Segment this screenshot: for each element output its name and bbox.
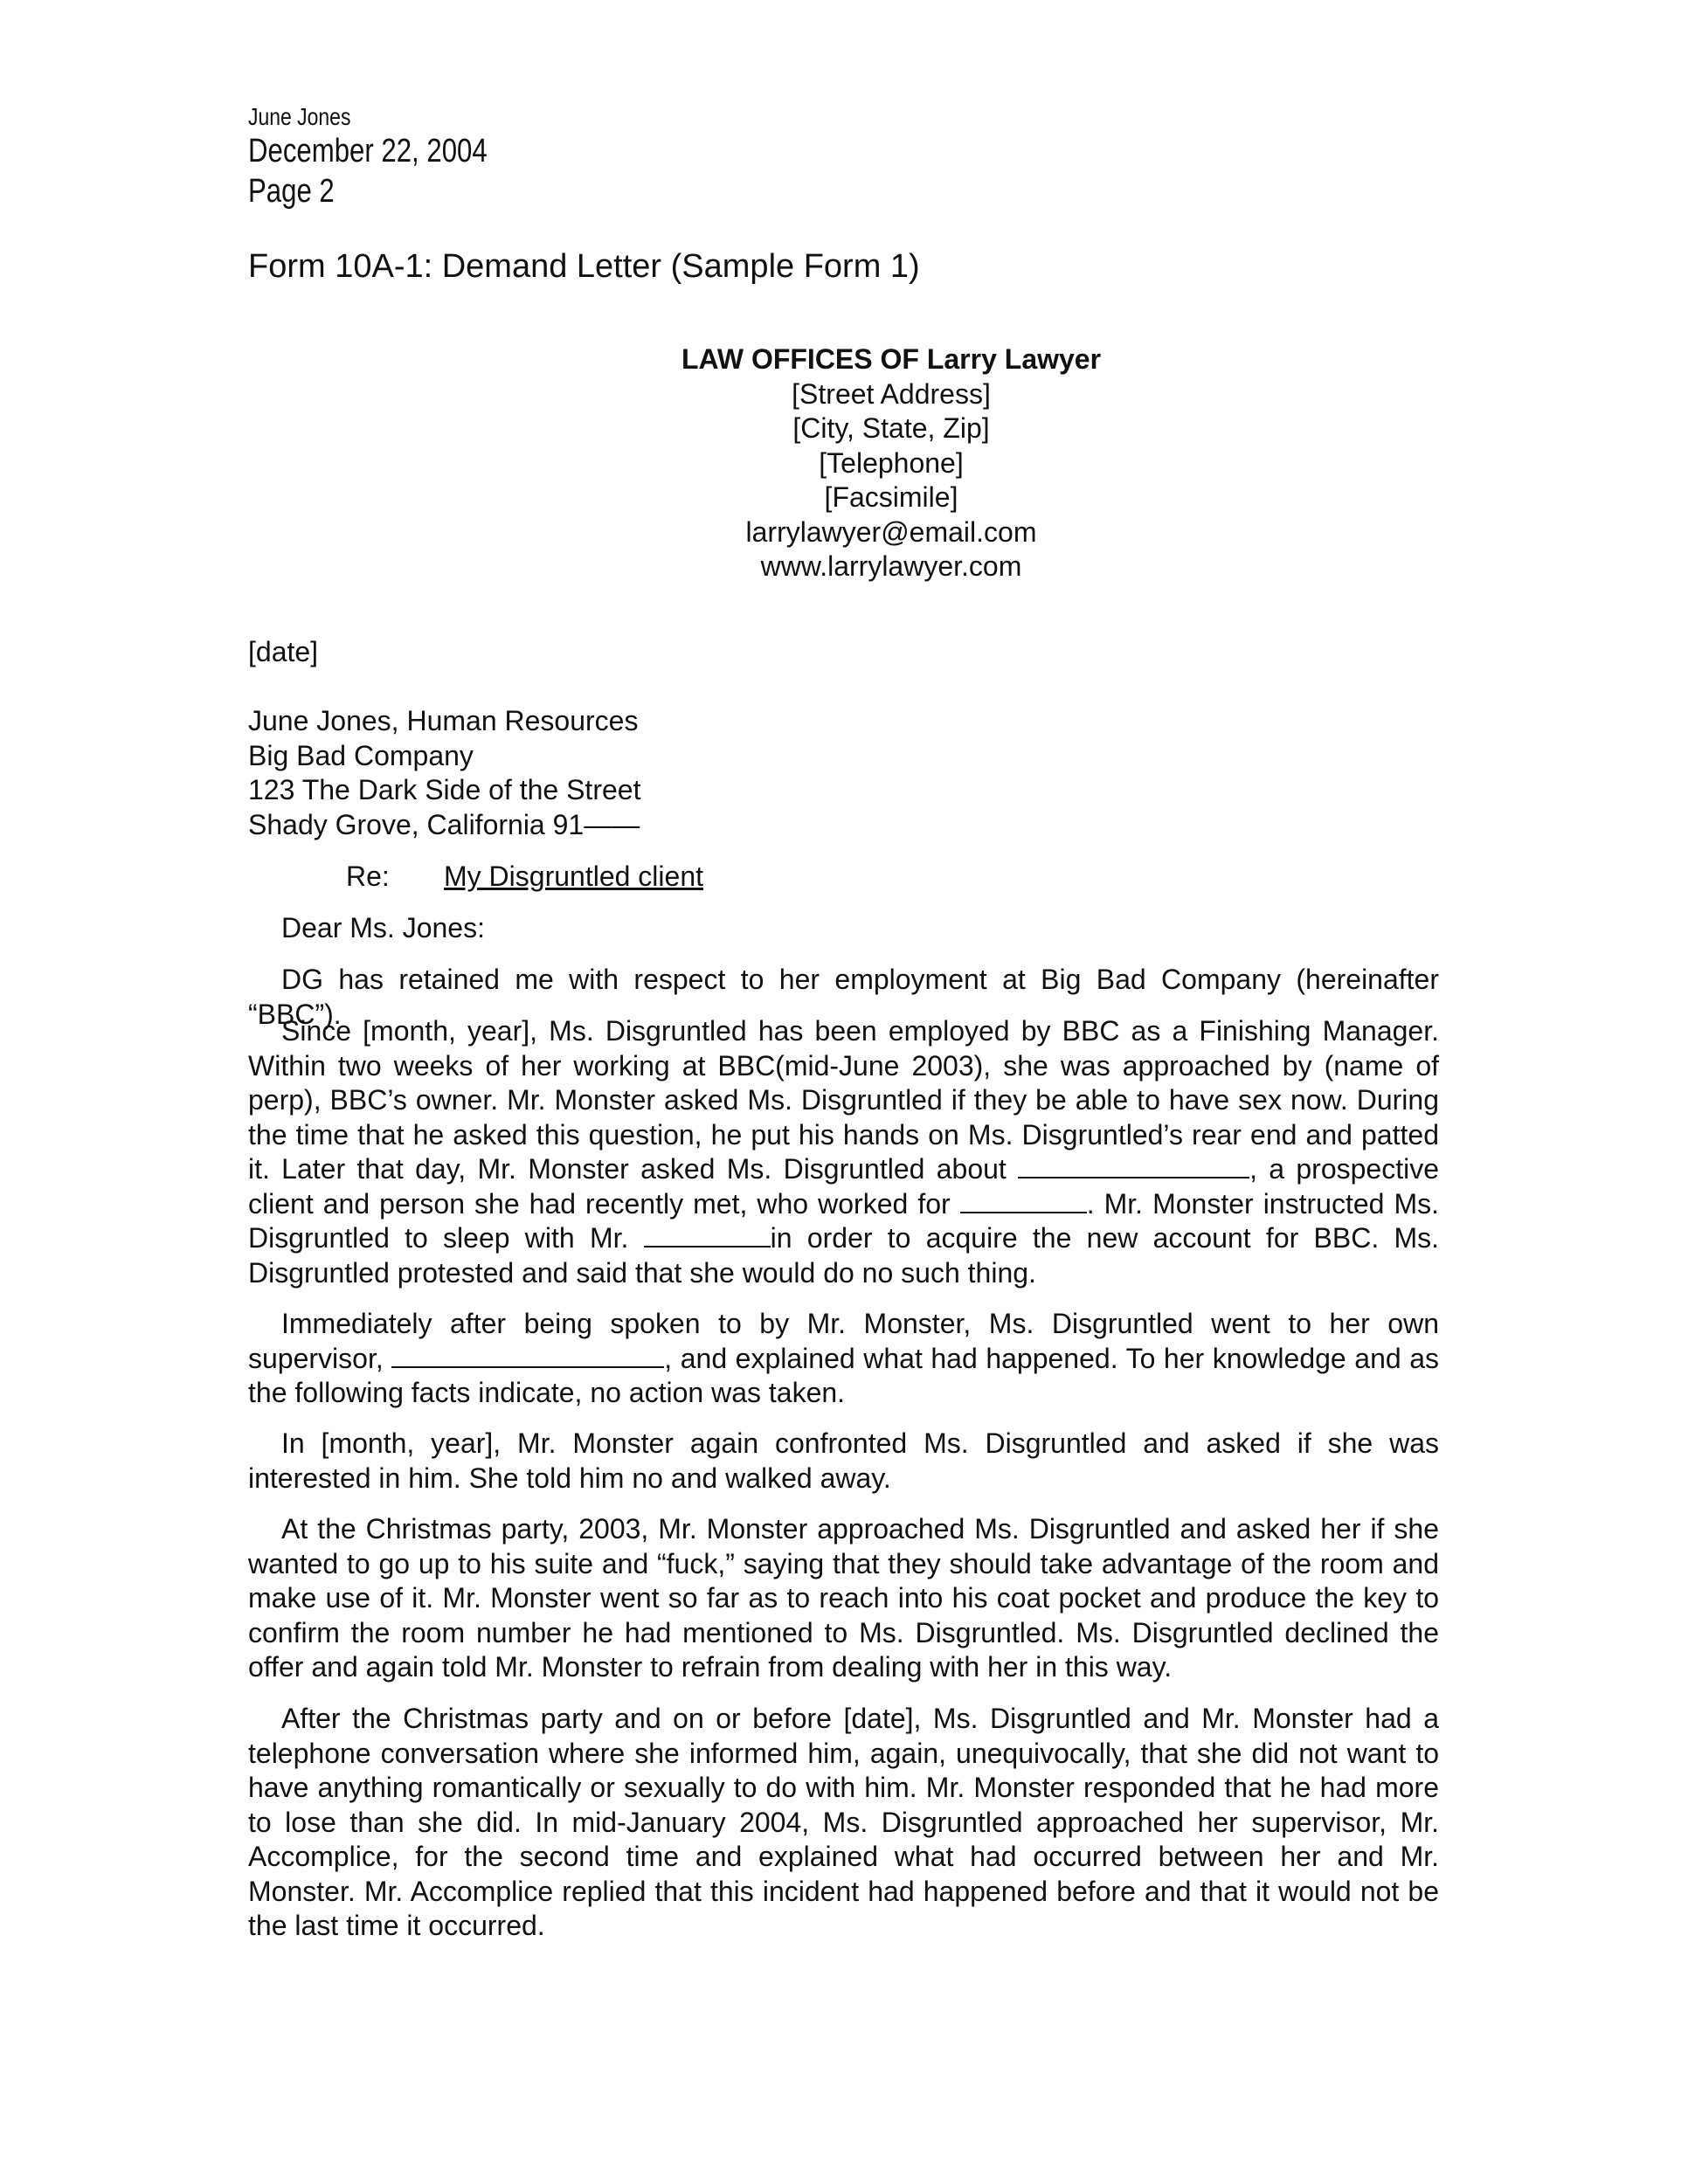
address-line: June Jones, Human Resources [248, 705, 639, 736]
firm-website: www.larrylawyer.com [760, 550, 1022, 582]
running-header-recipient: June Jones [248, 103, 351, 130]
body-paragraph [248, 1427, 1439, 1496]
recipient-address [248, 704, 640, 842]
firm-city-state-zip: [City, State, Zip] [792, 412, 990, 444]
letterhead [542, 342, 1241, 584]
firm-facsimile: [Facsimile] [824, 481, 958, 513]
law-firm-name: LAW OFFICES OF Larry Lawyer [681, 343, 1102, 375]
fill-in-blank [960, 1189, 1087, 1213]
body-paragraph [248, 1702, 1439, 1944]
paragraph-text: DG has retained me with respect to her employment at Big Bad Company (hereinafter “BBC”). [248, 964, 1439, 1030]
fill-in-blank [644, 1223, 771, 1248]
paragraph-text: At the Christmas party, 2003, Mr. Monster approached Ms. Disgruntled and asked her if she wanted to go up to his suite and “fuck,” saying that they should take advantage of the room and make use of it. Mr. Monster went so far as to reach into his coat pocket and produce the key to confirm the room number he had mentioned to Ms. Disgruntled. Ms. Disgruntled declined the offer and again told Mr. Monster to refrain from dealing with her in this way. [248, 1513, 1439, 1683]
paragraph-text: in order to acquire the new account for BBC. Ms. Disgruntled protested and said that she would do no such thing. [248, 1222, 1440, 1289]
running-header-page-number: Page 2 [248, 173, 335, 210]
firm-email: larrylawyer@email.com [745, 515, 1037, 548]
fill-in-blank [1018, 1154, 1249, 1178]
paragraph-text: , a prospective client and person she had recently met, who worked for [248, 1153, 1440, 1220]
running-header-date: December 22, 2004 [248, 133, 488, 169]
re-label: Re: [346, 860, 390, 892]
re-subject: My Disgruntled client [444, 860, 703, 892]
body-paragraph [248, 1014, 1439, 1290]
paragraph-text: After the Christmas party and on or before [date], Ms. Disgruntled and Mr. Monster had a telephone conversation where she informed him, again, unequivocally, that she did not want to have anything romantically or sexually to do with him. Mr. Monster responded that he had more to lose than she did. In mid-January 2004, Ms. Disgruntled approached her supervisor, Mr. Accomplice, for the second time and explained what had occurred between her and Mr. Monster. Mr. Accomplice replied that this incident had happened before and that it would not be the last time it occurred. [248, 1703, 1439, 1941]
address-line: Big Bad Company [248, 739, 474, 771]
firm-telephone: [Telephone] [819, 446, 964, 479]
paragraph-text: Immediately after being spoken to by Mr. Monster, Ms. Disgruntled went to her own supervisor, [248, 1308, 1439, 1374]
salutation: Dear Ms. Jones: [281, 912, 485, 943]
paragraph-text: In [month, year], Mr. Monster again confronted Ms. Disgruntled and asked if she was interested in him. She told him no and walked away. [248, 1427, 1439, 1494]
address-line: 123 The Dark Side of the Street [248, 774, 641, 805]
paragraph-text: Since [month, year], Ms. Disgruntled has been employed by BBC as a Finishing Manager. Within two weeks of her working at BBC(mid-June 2003), she was approached by (name of perp), BBC’s owner. Mr. Monster asked Ms. Disgruntled if they be able to have sex now. During the time that he asked this question, he put his hands on Ms. Disgruntled’s rear end and patted it. Later that day, Mr. Monster asked Ms. Disgruntled about [248, 1015, 1439, 1185]
re-line [346, 860, 703, 895]
body-paragraph [248, 1512, 1439, 1685]
paragraph-text: , and explained what had happened. To her knowledge and as the following facts indicate, no action was taken. [248, 1342, 1440, 1408]
address-line: Shady Grove, California 91—— [248, 808, 640, 840]
letter-date: [date] [248, 636, 319, 667]
form-title: Form 10A-1: Demand Letter (Sample Form 1) [248, 248, 920, 285]
fill-in-blank [391, 1344, 664, 1368]
body-paragraph [248, 1307, 1439, 1411]
paragraph-text: . Mr. Monster instructed Ms. Disgruntled to sleep with Mr. [248, 1187, 1440, 1254]
firm-street-address: [Street Address] [792, 377, 991, 410]
